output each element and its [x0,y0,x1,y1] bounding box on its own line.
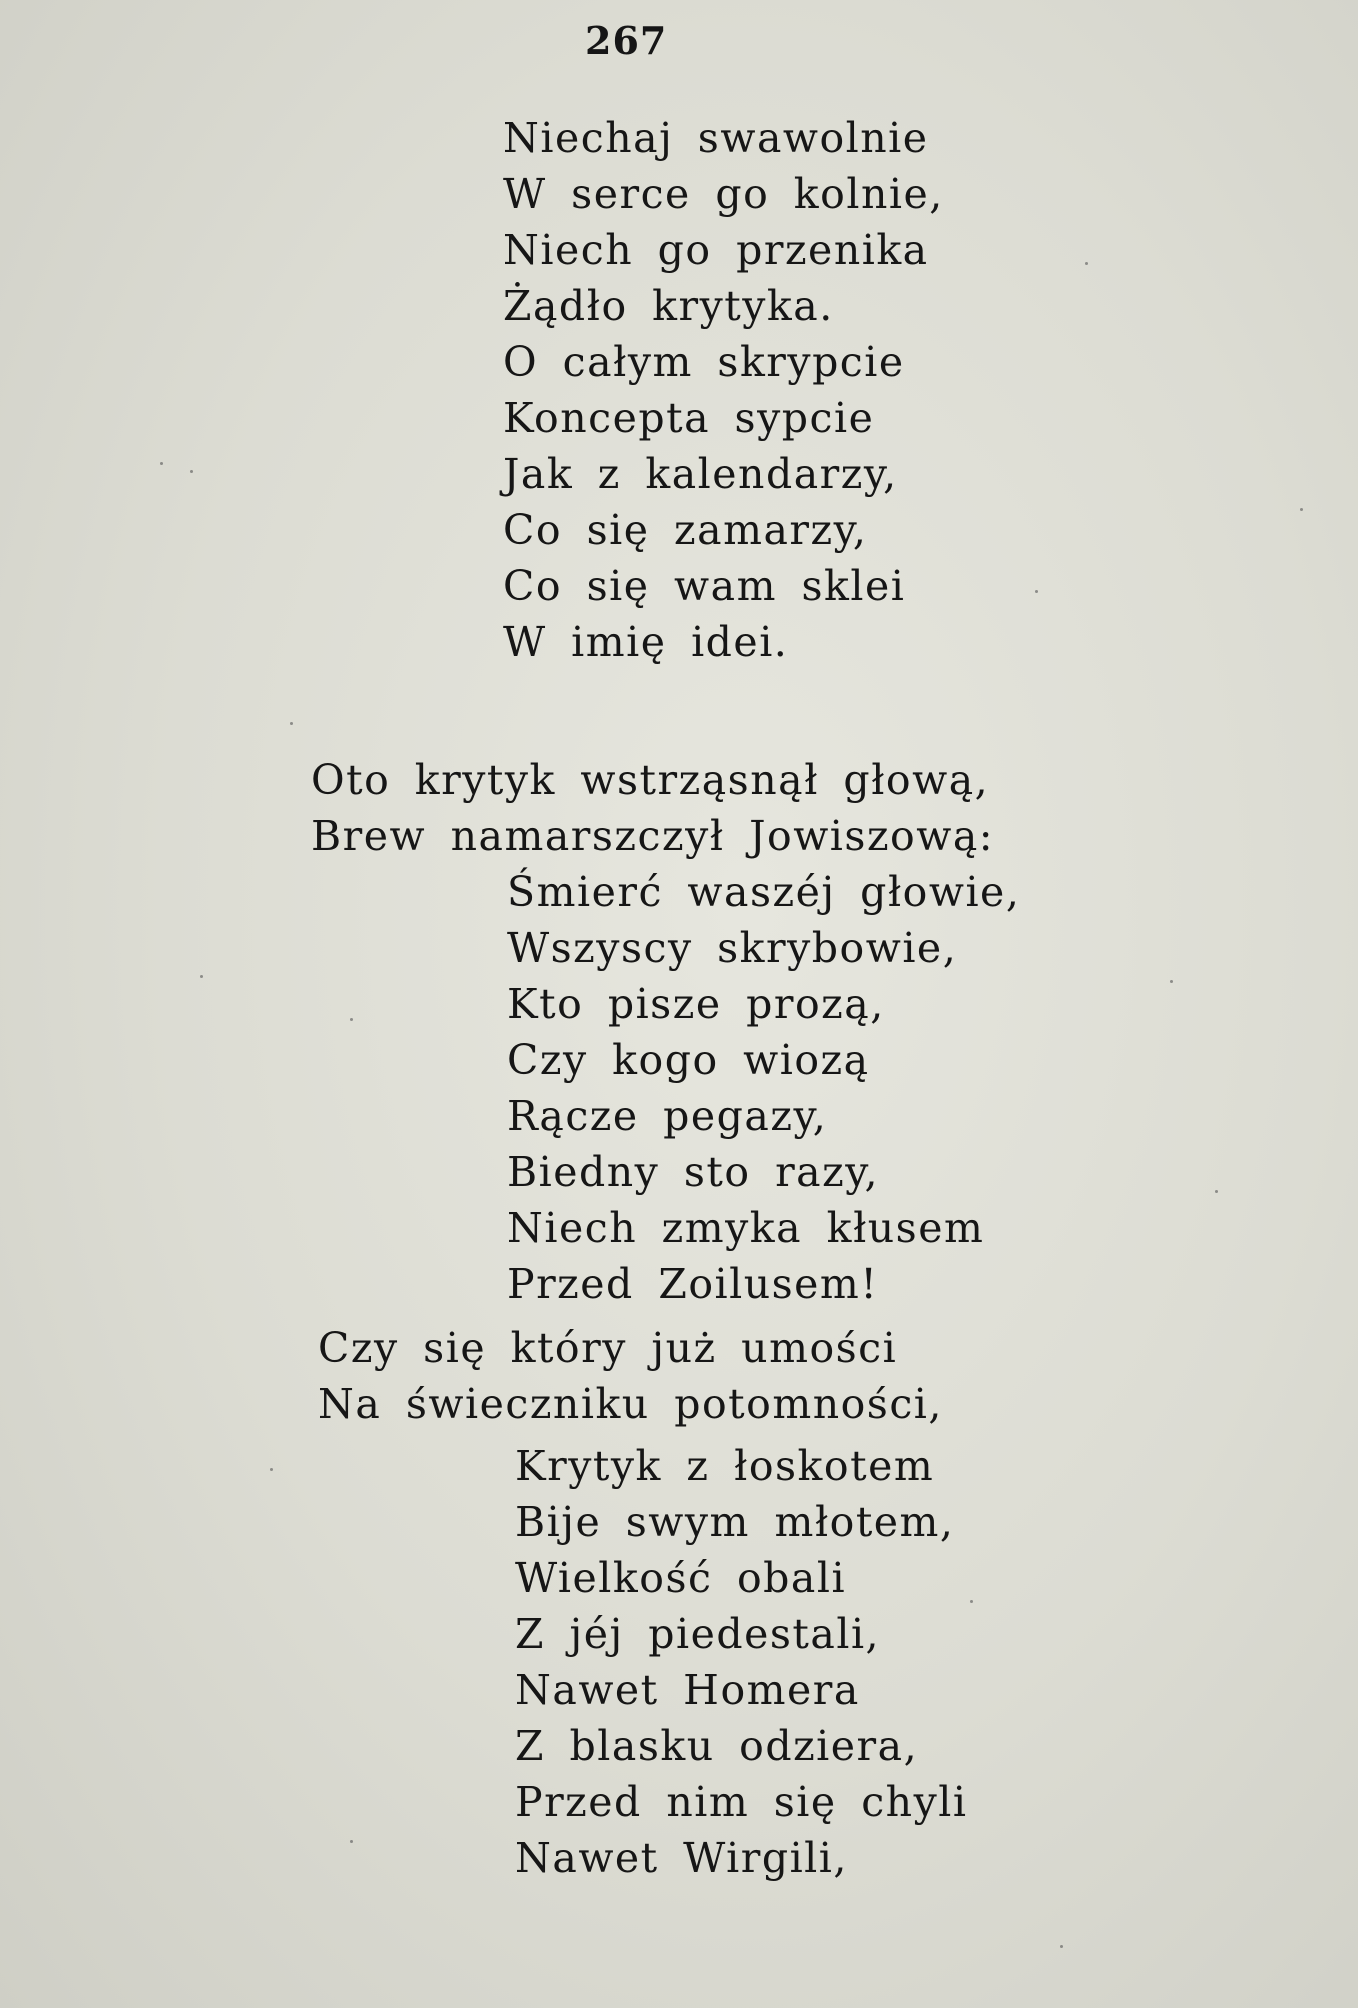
verse-line: Przed nim się chyli [515,1778,968,1826]
verse-line: Jak z kalendarzy, [503,450,898,498]
verse-line: Czy kogo wiozą [507,1036,870,1084]
verse-line: Oto krytyk wstrząsnął głową, [311,756,990,804]
verse-line: Czy się który już umości [318,1324,898,1372]
verse-line: Śmierć waszéj głowie, [507,868,1021,916]
paper-speck [160,462,163,465]
paper-speck [1300,508,1303,511]
paper-speck [350,1840,353,1843]
verse-line: Co się wam sklei [503,562,906,610]
verse-line: Żądło krytyka. [503,282,834,330]
verse-line: W serce go kolnie, [503,170,944,218]
verse-line: Kto pisze prozą, [507,980,885,1028]
page-number: 267 [585,18,668,63]
verse-line: Niech go przenika [503,226,929,274]
paper-speck [1035,590,1038,593]
verse-line: Niech zmyka kłusem [507,1204,985,1252]
paper-speck [1170,980,1173,983]
verse-line: O całym skrypcie [503,338,905,386]
verse-line: Brew namarszczył Jowiszową: [311,812,995,860]
verse-line: Biedny sto razy, [507,1148,879,1196]
paper-speck [270,1468,273,1471]
verse-line: Nawet Wirgili, [515,1834,848,1882]
paper-speck [970,1600,973,1603]
paper-speck [1085,262,1088,265]
verse-line: Z blasku odziera, [515,1722,919,1770]
paper-speck [350,1018,353,1021]
verse-line: Z jéj piedestali, [515,1610,881,1658]
paper-speck [200,975,203,978]
verse-line: Na świeczniku potomności, [318,1380,943,1428]
verse-line: Rącze pegazy, [507,1092,828,1140]
verse-line: Koncepta sypcie [503,394,875,442]
verse-line: W imię idei. [503,618,789,666]
verse-line: Niechaj swawolnie [503,114,929,162]
verse-line: Przed Zoilusem! [507,1260,879,1308]
verse-line: Co się zamarzy, [503,506,868,554]
paper-speck [190,470,193,473]
paper-speck [1060,1945,1063,1948]
paper-speck [1215,1190,1218,1193]
verse-line: Wszyscy skrybowie, [507,924,958,972]
verse-line: Krytyk z łoskotem [515,1442,935,1490]
verse-line: Wielkość obali [515,1554,847,1602]
verse-line: Nawet Homera [515,1666,860,1714]
verse-line: Bije swym młotem, [515,1498,955,1546]
paper-speck [290,722,293,725]
